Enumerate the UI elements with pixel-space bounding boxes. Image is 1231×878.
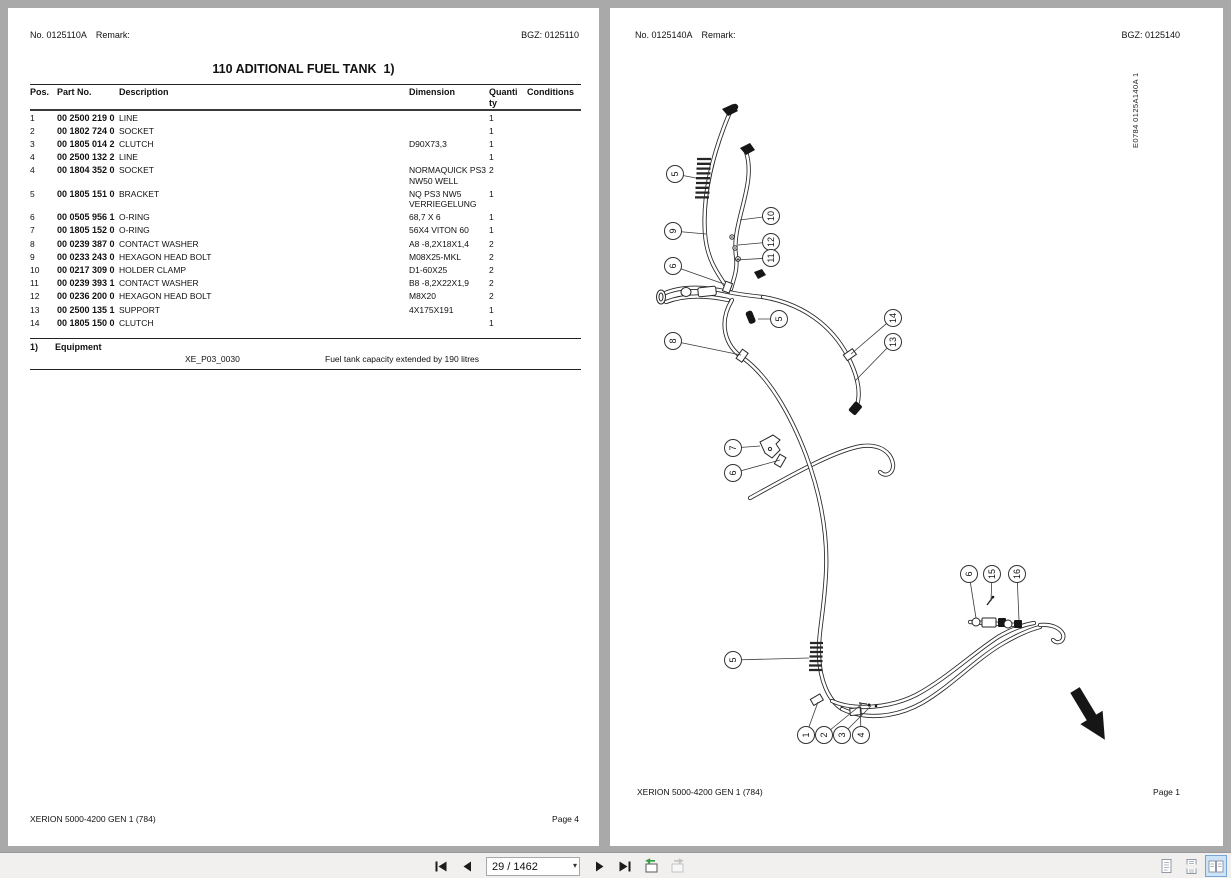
svg-text:5: 5 xyxy=(774,316,785,322)
page-footer xyxy=(30,814,579,824)
svg-text:6: 6 xyxy=(728,470,739,476)
first-page-icon xyxy=(434,860,448,873)
connector xyxy=(754,269,766,279)
page-number: Page 4 xyxy=(552,814,579,824)
fitting xyxy=(972,618,980,626)
previous-view-button[interactable] xyxy=(640,855,662,877)
svg-text:7: 7 xyxy=(728,445,739,451)
previous-page-button[interactable] xyxy=(456,855,478,877)
ring-fitting xyxy=(657,290,666,304)
single-page-view-button[interactable] xyxy=(1155,855,1177,877)
doc-number: No. 0125140A xyxy=(635,30,693,40)
svg-text:1: 1 xyxy=(801,732,812,738)
equipment-text: Fuel tank capacity extended by 190 litres xyxy=(325,354,480,364)
svg-text:3: 3 xyxy=(837,732,848,738)
svg-text:11: 11 xyxy=(766,253,777,263)
footnote-marker: 1) xyxy=(30,342,39,352)
right-page xyxy=(610,8,1223,846)
bgz-number: BGZ: 0125140 xyxy=(1121,30,1180,40)
page-navigation xyxy=(430,853,688,878)
col-header-description: Description xyxy=(119,87,169,97)
left-page xyxy=(8,8,599,846)
next-page-icon xyxy=(594,860,605,873)
fitting xyxy=(848,401,863,416)
svg-text:2: 2 xyxy=(819,732,830,738)
sleeve xyxy=(745,310,756,325)
page-footer xyxy=(637,787,1180,797)
svg-text:10: 10 xyxy=(766,210,777,222)
table-row: 12 00 0236 200 0 HEXAGON HEAD BOLT M8X20 2 xyxy=(30,291,494,302)
svg-text:13: 13 xyxy=(888,336,899,348)
table-body xyxy=(30,111,581,329)
col-header-quantity: Quanti ty xyxy=(489,87,518,108)
table-row: 3 00 1805 014 2 CLUTCH D90X73,3 1 xyxy=(30,138,494,149)
next-page-button[interactable] xyxy=(588,855,610,877)
spring-guard-top xyxy=(695,159,711,197)
screw xyxy=(987,597,993,605)
table-header-row xyxy=(30,84,581,111)
two-page-icon xyxy=(1208,858,1224,875)
bracket xyxy=(760,435,780,458)
parts-diagram xyxy=(610,8,1223,846)
svg-text:14: 14 xyxy=(888,312,899,324)
last-page-button[interactable] xyxy=(614,855,636,877)
model-name: XERION 5000-4200 GEN 1 (784) xyxy=(637,787,763,797)
previous-page-icon xyxy=(462,860,473,873)
col-header-dimension: Dimension xyxy=(409,87,456,97)
svg-text:5: 5 xyxy=(728,657,739,663)
table-row: 8 00 0239 387 0 CONTACT WASHER A8 -8,2X18X1,4 2 xyxy=(30,238,494,249)
page-number-input[interactable] xyxy=(486,857,580,876)
chevron-down-icon[interactable]: ▾ xyxy=(572,860,577,870)
continuous-view-button[interactable] xyxy=(1180,855,1202,877)
svg-text:6: 6 xyxy=(668,263,679,269)
elbow-fitting xyxy=(740,143,755,155)
svg-text:15: 15 xyxy=(987,568,998,580)
col-header-conditions: Conditions xyxy=(527,87,574,97)
single-page-icon xyxy=(1159,858,1174,875)
remark-label: Remark: xyxy=(701,30,736,40)
equipment-code: XE_P03_0030 xyxy=(185,354,240,364)
drawing-code-vertical: E0784 0125A140A 1 xyxy=(1131,72,1140,148)
next-view-icon xyxy=(668,858,686,874)
equipment-footnote xyxy=(30,338,581,370)
last-page-icon xyxy=(618,860,632,873)
next-view-button[interactable] xyxy=(666,855,688,877)
page-layout-switcher xyxy=(1155,854,1227,878)
svg-text:12: 12 xyxy=(766,236,777,248)
table-row: 10 00 0217 309 0 HOLDER CLAMP D1-60X25 2 xyxy=(30,264,494,275)
table-row: 7 00 1805 152 0 O-RING 56X4 VITON 60 1 xyxy=(30,225,494,236)
svg-text:4: 4 xyxy=(856,732,867,738)
table-row: 2 00 1802 724 0 SOCKET 1 xyxy=(30,125,494,136)
svg-text:9: 9 xyxy=(668,228,679,234)
col-header-part-no: Part No. xyxy=(57,87,92,97)
parts-table xyxy=(30,84,581,329)
direction-arrow xyxy=(1064,683,1116,746)
table-row: 11 00 0239 393 1 CONTACT WASHER B8 -8,2X22X1,9 2 xyxy=(30,278,494,289)
table-row: 13 00 2500 135 1 SUPPORT 4X175X191 1 xyxy=(30,304,494,315)
model-name: XERION 5000-4200 GEN 1 (784) xyxy=(30,814,156,824)
continuous-view-icon xyxy=(1184,858,1199,875)
svg-text:16: 16 xyxy=(1012,568,1023,580)
footnote-label: Equipment xyxy=(55,342,102,352)
status-toolbar xyxy=(0,852,1231,878)
svg-text:8: 8 xyxy=(668,338,679,344)
page-number: Page 1 xyxy=(1153,787,1180,797)
svg-text:6: 6 xyxy=(964,571,975,577)
previous-view-icon xyxy=(642,858,660,874)
remark-label: Remark: xyxy=(95,30,130,40)
table-row: 9 00 0233 243 0 HEXAGON HEAD BOLT M08X25-MKL 2 xyxy=(30,251,494,262)
table-row: 5 00 1805 151 0 BRACKET NQ PS3 NW5 VERRIEGELUNG 1 xyxy=(30,188,494,209)
table-row: 14 00 1805 150 0 CLUTCH 1 xyxy=(30,317,494,328)
page-title: 110 ADITIONAL FUEL TANK 1) xyxy=(212,62,395,76)
coupling xyxy=(698,286,717,297)
two-page-view-button[interactable] xyxy=(1205,855,1227,877)
svg-text:5: 5 xyxy=(670,171,681,177)
page-header xyxy=(30,30,130,40)
col-header-pos: Pos. xyxy=(30,87,50,97)
spring-guard-bottom xyxy=(809,643,823,670)
clamp xyxy=(810,694,823,706)
table-row: 6 00 0505 956 1 O-RING 68,7 X 6 1 xyxy=(30,212,494,223)
table-row: 1 00 2500 219 0 LINE 1 xyxy=(30,112,494,123)
bgz-number: BGZ: 0125110 xyxy=(521,30,579,40)
table-row: 4 00 2500 132 2 LINE 1 xyxy=(30,152,494,163)
table-row: 4 00 1804 352 0 SOCKET NORMAQUICK PS3 NW50 WELL 2 xyxy=(30,165,494,186)
doc-number: No. 0125110A xyxy=(30,30,87,40)
page-number-combobox[interactable] xyxy=(486,857,580,876)
first-page-button[interactable] xyxy=(430,855,452,877)
